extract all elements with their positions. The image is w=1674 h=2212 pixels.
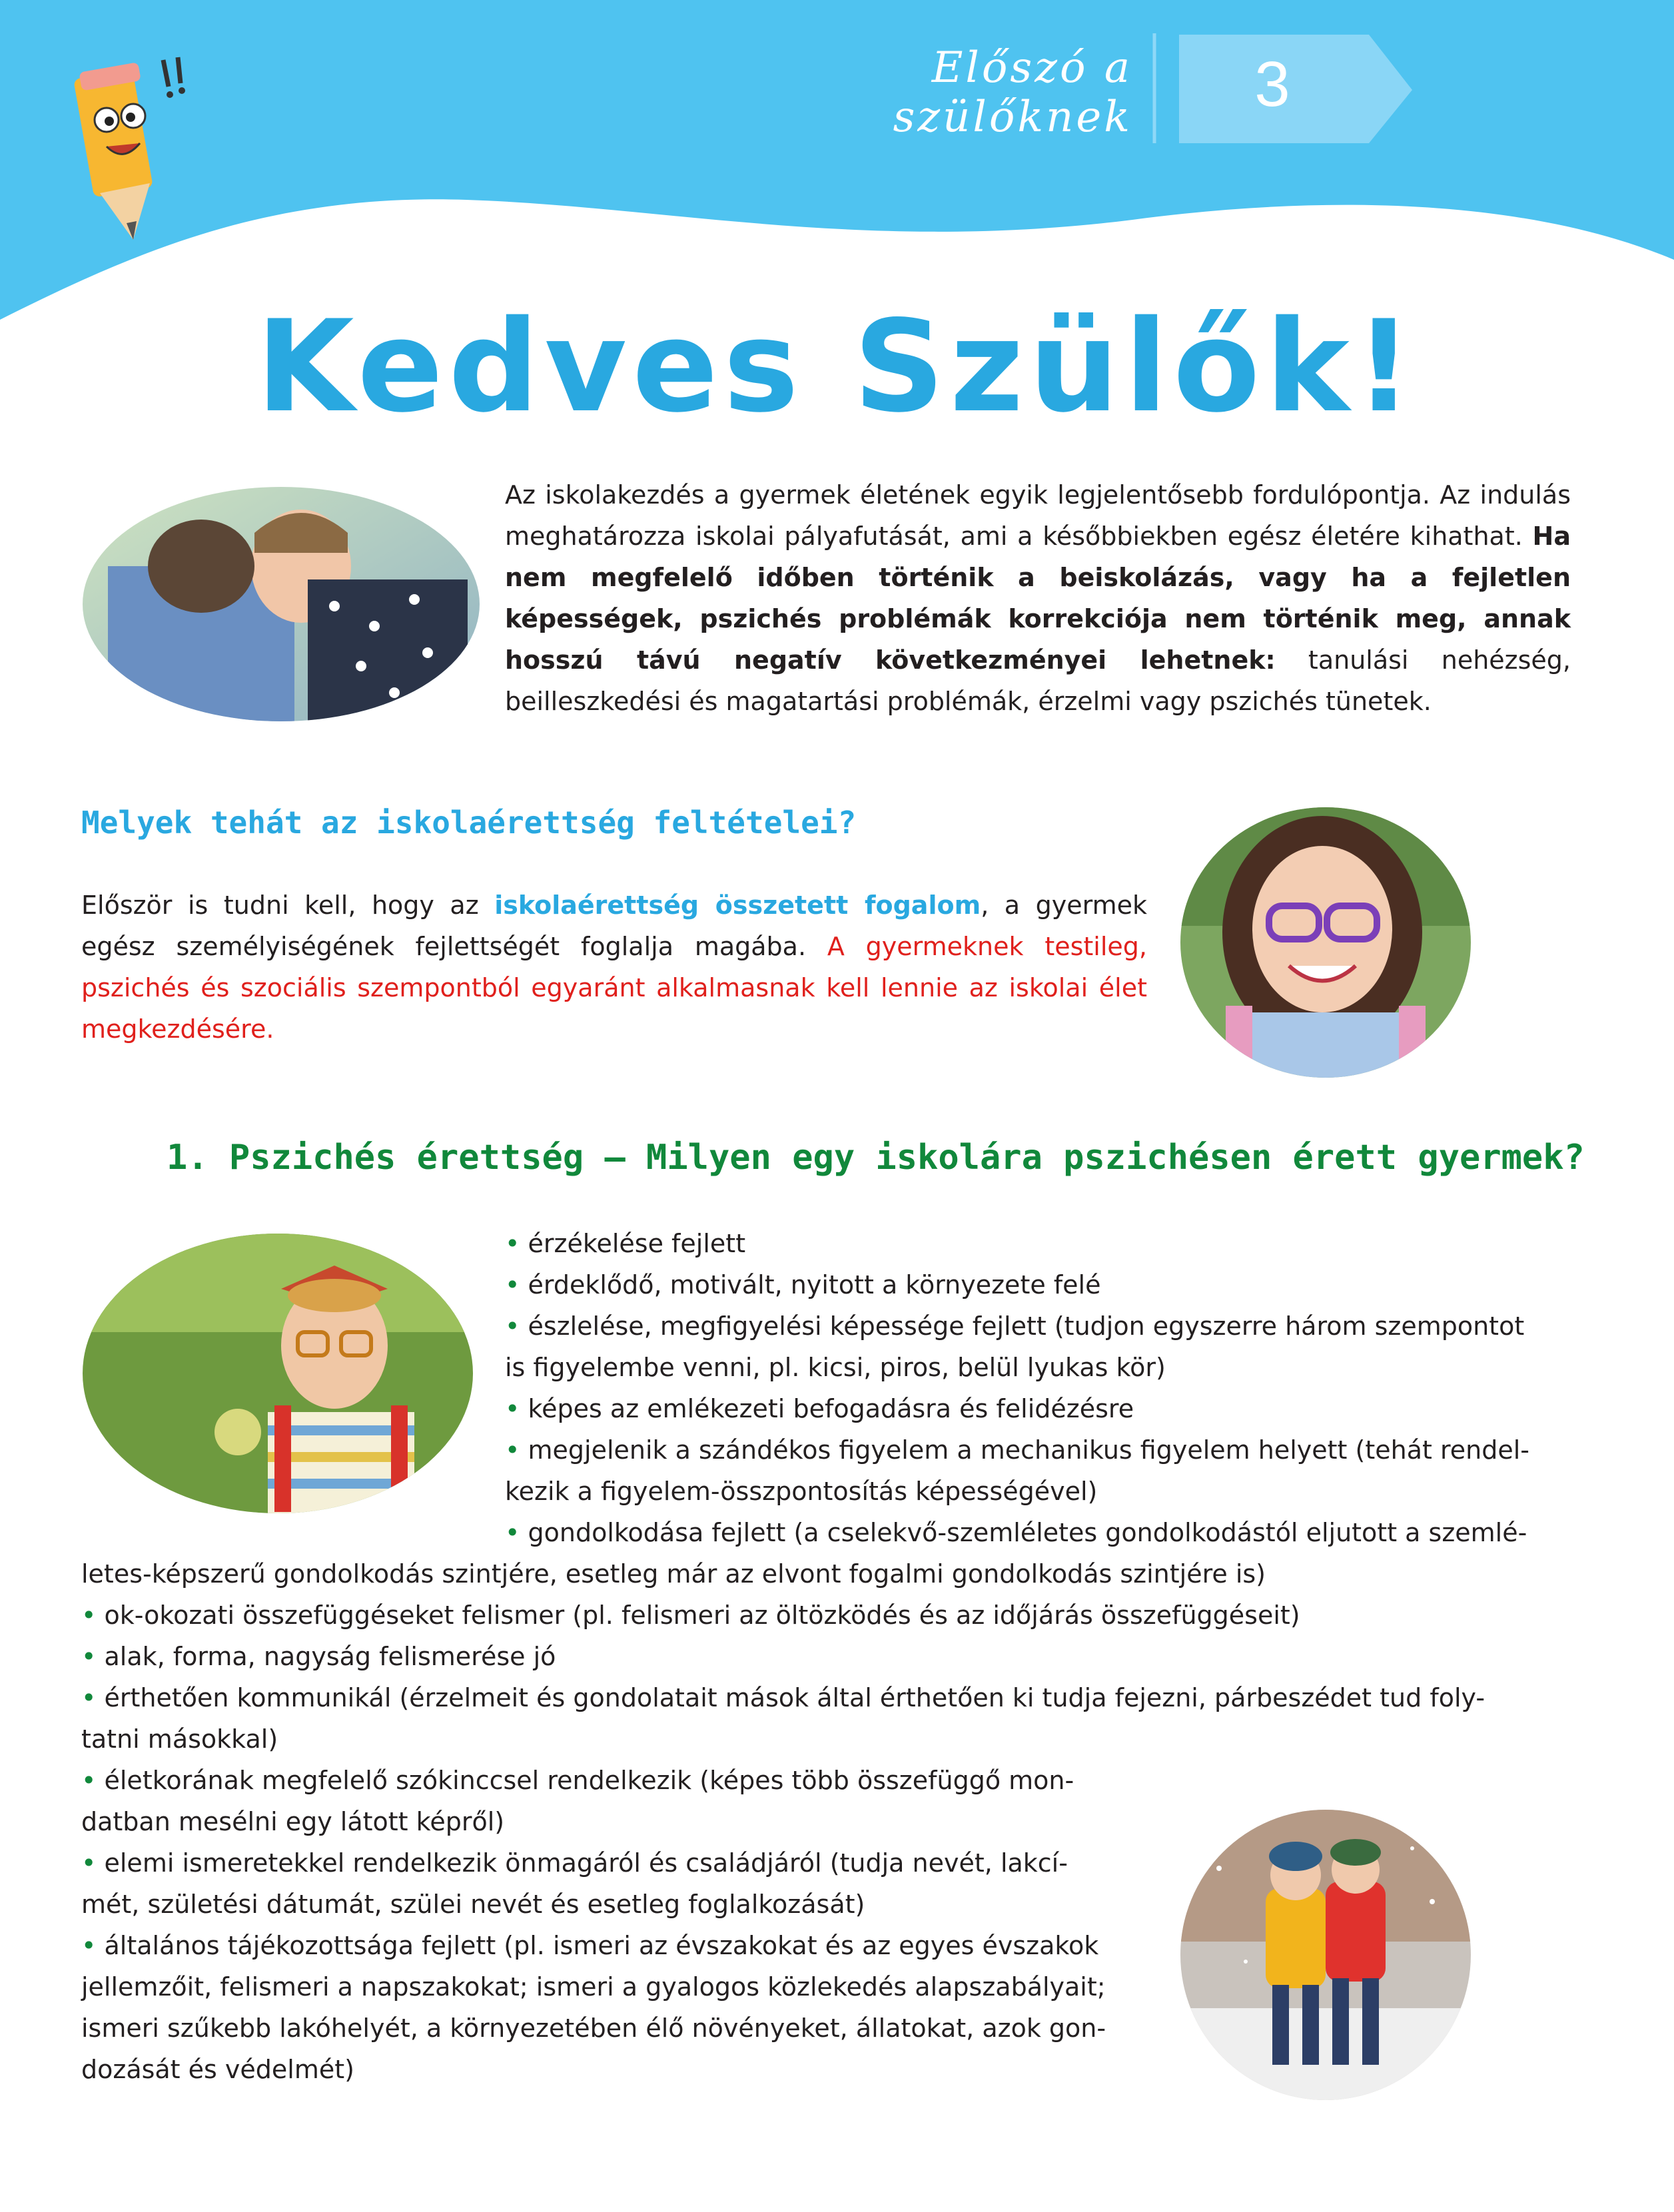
list-item: datban mesélni egy látott képről) [81, 1807, 505, 1836]
page-title: Kedves Szülők! [256, 293, 1418, 440]
section-heading-psychic-maturity: 1. Pszichés érettség – Milyen egy iskolára pszichésen érett gyermek? [167, 1138, 1585, 1178]
list-item: • ok-okozati összefüggéseket felismer (pl. felismeri az öltözködés és az időjárás összefüggéseit) [81, 1601, 1300, 1630]
list-item: tatni másokkal) [81, 1724, 278, 1754]
list-item: • képes az emlékezeti befogadásra és felidézésre [505, 1394, 1134, 1423]
list-item: letes-képszerű gondolkodás szintjére, esetleg már az elvont fogalmi gondolkodás szintjére is) [81, 1559, 1266, 1589]
conditions-paragraph: Először is tudni kell, hogy az iskolaérettség összetett fogalom, a gyermek egész személyiségének fejlettségét foglalja magába. A gyermeknek testileg, pszichés és szociális szempontból egyaránt alkalmasnak kell lennie az iskolai élet megkezdésére. [81, 891, 1147, 1044]
list-item: • gondolkodása fejlett (a cselekvő-szemléletes gondolkodástól eljutott a szemlé- [505, 1518, 1527, 1547]
boy-with-book-photo [81, 1232, 474, 1515]
page-number: 3 [1254, 49, 1290, 120]
list-item: kezik a figyelem-összpontosítás képességével) [505, 1477, 1098, 1506]
list-item: jellemzőit, felismeri a napszakokat; ismeri a gyalogos közlekedés alapszabályait; [81, 1972, 1106, 2002]
bullet-list-bottom [81, 1760, 1147, 2090]
bullet-list-full [81, 1553, 1573, 1760]
list-item: is figyelembe venni, pl. kicsi, piros, belül lyukas kör) [505, 1353, 1166, 1382]
section-heading-conditions: Melyek tehát az iskolaérettség feltételei? [81, 805, 857, 841]
section-title: Előszó a szülőknek [893, 43, 1132, 142]
list-item: • érdeklődő, motivált, nyitott a környezete felé [505, 1270, 1101, 1299]
list-item: • érthetően kommunikál (érzelmeit és gondolatait mások által érthetően ki tudja fejezni, párbeszédet tud foly- [81, 1683, 1485, 1712]
list-item: • megjelenik a szándékos figyelem a mechanikus figyelem helyett (tehát rendel- [505, 1435, 1529, 1465]
list-item: mét, születési dátumát, szülei nevét és esetleg foglalkozását) [81, 1890, 865, 1919]
list-item: dozását és védelmét) [81, 2055, 354, 2084]
pencil-mascot-icon [63, 47, 197, 246]
list-item: ismeri szűkebb lakóhelyét, a környezetében élő növényeket, állatokat, azok gon- [81, 2014, 1106, 2043]
kids-in-snow-photo [1179, 1808, 1472, 2101]
list-item: • általános tájékozottsága fejlett (pl. ismeri az évszakokat és az egyes évszakok [81, 1931, 1099, 1960]
list-item: • alak, forma, nagyság felismerése jó [81, 1642, 556, 1671]
list-item: • érzékelése fejlett [505, 1229, 746, 1258]
list-item: • észlelése, megfigyelési képessége fejlett (tudjon egyszerre három szempontot [505, 1311, 1525, 1341]
girl-with-glasses-photo [1179, 806, 1472, 1079]
hugging-child-photo [81, 486, 481, 723]
list-item: • életkorának megfelelő szókinccsel rendelkezik (képes több összefüggő mon- [81, 1766, 1074, 1795]
list-item: • elemi ismeretekkel rendelkezik önmagáról és családjáról (tudja nevét, lakcí- [81, 1848, 1068, 1878]
intro-paragraph: Az iskolakezdés a gyermek életének egyik legjelentősebb fordulópontja. Az indulás meghatározza iskolai pályafutását, ami a későbbiekben egész életére kihathat. Ha nem megfelelő időben történik a beiskolázás, vagy ha a fejletlen képességek, pszichés problémák korrekciója nem történik meg, annak hosszú távú negatív következményei lehetnek: tanulási nehézség, beilleszkedési és magatartási problémák, érzelmi vagy pszichés tünetek. [505, 480, 1571, 716]
bullet-list-top [505, 1223, 1571, 1553]
